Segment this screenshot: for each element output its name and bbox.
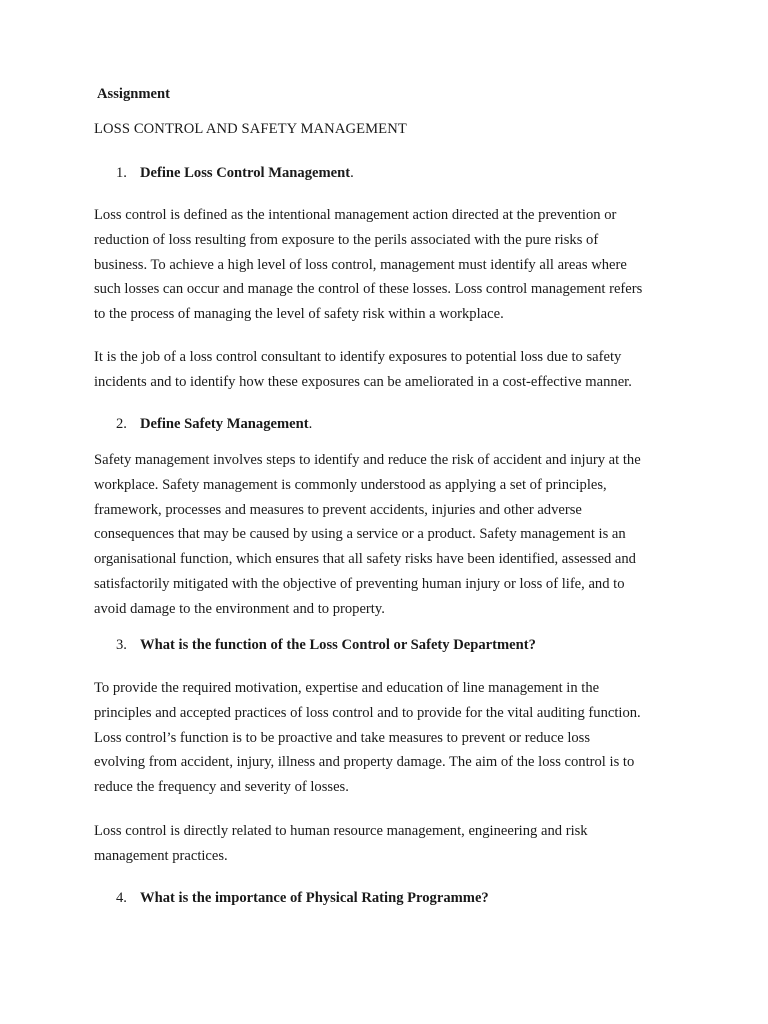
question-text: Define Safety Management [140, 416, 309, 432]
paragraph-line: framework, processes and measures to prevent accidents, injuries and other adverse [94, 501, 582, 518]
paragraph-line: consequences that may be caused by using a service or a product. Safety management is an [94, 526, 626, 543]
paragraph-5 [94, 819, 684, 869]
question-text: Define Loss Control Management [140, 165, 351, 181]
paragraph-line: reduce the frequency and severity of losses. [94, 779, 349, 796]
paragraph-line: workplace. Safety management is commonly understood as applying a set of principles, [94, 476, 607, 493]
document-title: LOSS CONTROL AND SAFETY MANAGEMENT [94, 121, 407, 137]
question-2 [116, 416, 312, 433]
assignment-label: Assignment [97, 86, 170, 102]
question-number: 2. [116, 416, 127, 432]
paragraph-line: incidents and to identify how these exposures can be ameliorated in a cost-effective manner. [94, 373, 632, 390]
paragraph-line: avoid damage to the environment and to property. [94, 600, 385, 617]
question-number: 3. [116, 637, 127, 653]
question-3 [116, 637, 536, 654]
question-suffix: . [350, 165, 354, 181]
paragraph-1 [94, 203, 684, 327]
question-4 [116, 890, 489, 907]
question-suffix: . [308, 416, 313, 432]
paragraph-line: evolving from accident, injury, illness and property damage. The aim of the loss control is to [94, 754, 635, 771]
paragraph-line: Loss control is directly related to human resource management, engineering and risk [94, 823, 588, 839]
paragraph-line: management practices. [94, 847, 228, 864]
paragraph-line: To provide the required motivation, expertise and education of line management in the [94, 680, 600, 696]
paragraph-line: such losses can occur and manage the control of these losses. Loss control management refers [94, 281, 643, 298]
paragraph-line: organisational function, which ensures that all safety risks have been identified, assessed and [94, 551, 636, 568]
paragraph-line: to the process of managing the level of safety risk within a workplace. [94, 306, 504, 323]
paragraph-line: business. To achieve a high level of loss control, management must identify all areas where [94, 256, 627, 273]
paragraph-line: Loss control is defined as the intentional management action directed at the prevention or [94, 207, 617, 223]
paragraph-4 [94, 676, 684, 800]
paragraph-line: It is the job of a loss control consultant to identify exposures to potential loss due to safety [94, 349, 622, 365]
paragraph-2 [94, 345, 684, 395]
question-number: 4. [116, 890, 127, 906]
question-number: 1. [116, 165, 127, 181]
paragraph-line: Safety management involves steps to identify and reduce the risk of accident and injury at the [94, 452, 641, 468]
paragraph-3 [94, 448, 684, 622]
paragraph-line: reduction of loss resulting from exposure to the perils associated with the pure risks of [94, 231, 599, 248]
paragraph-line: Loss control’s function is to be proactive and take measures to prevent or reduce loss [94, 729, 591, 746]
question-text: What is the function of the Loss Control or Safety Department? [140, 637, 536, 653]
paragraph-line: principles and accepted practices of loss control and to provide for the vital auditing function. [94, 704, 641, 721]
paragraph-line: satisfactorily mitigated with the objective of preventing human injury or loss of life, and to [94, 575, 625, 592]
question-1 [116, 165, 354, 182]
question-text: What is the importance of Physical Rating Programme? [140, 890, 489, 906]
